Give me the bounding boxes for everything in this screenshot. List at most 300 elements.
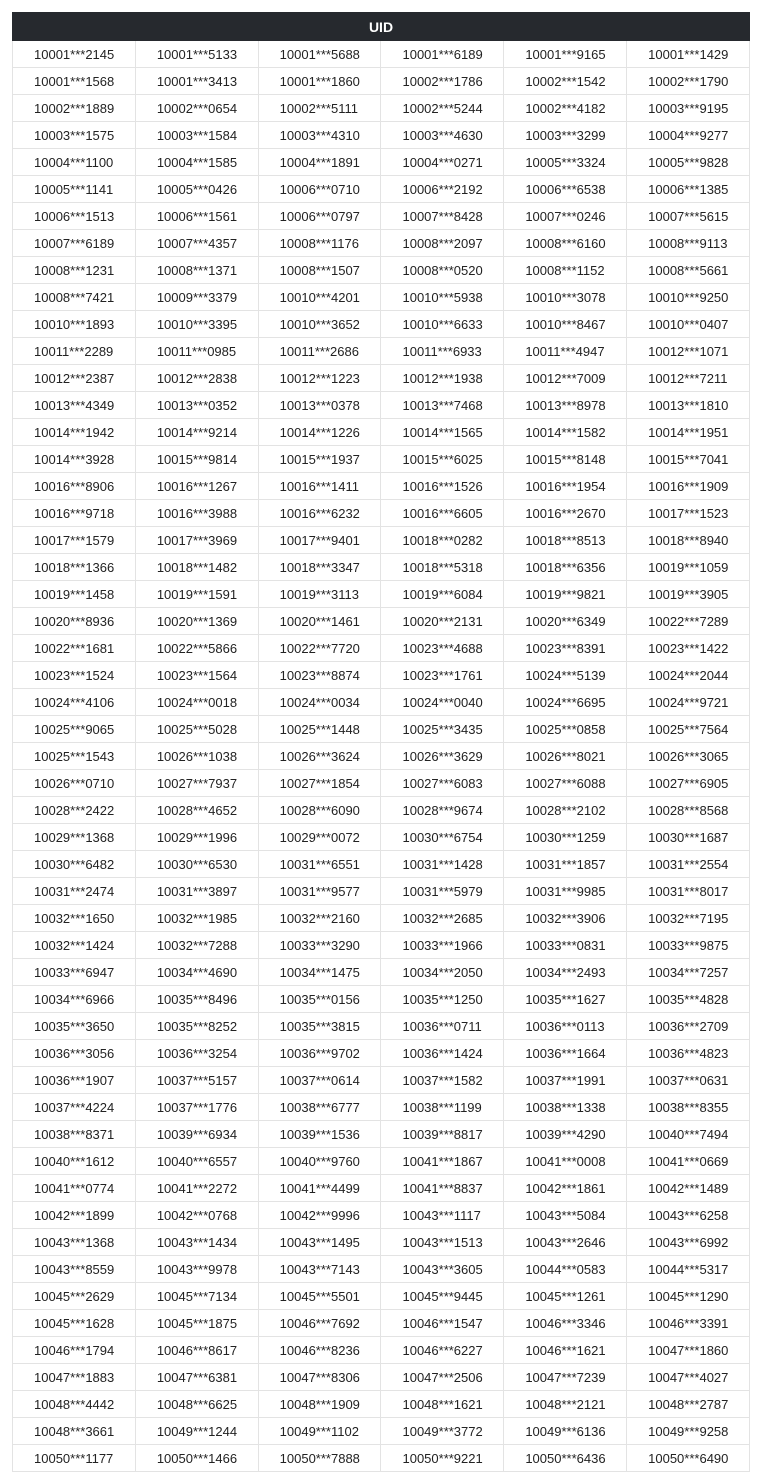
uid-cell: 10026***1038	[135, 743, 258, 770]
uid-cell: 10025***7564	[627, 716, 750, 743]
uid-cell: 10047***4027	[627, 1364, 750, 1391]
uid-cell: 10023***1524	[13, 662, 136, 689]
table-row	[13, 527, 750, 554]
uid-cell: 10037***0631	[627, 1067, 750, 1094]
uid-cell: 10039***6934	[135, 1121, 258, 1148]
uid-cell: 10044***5317	[627, 1256, 750, 1283]
table-row	[13, 284, 750, 311]
uid-cell: 10003***1584	[135, 122, 258, 149]
uid-cell: 10001***5133	[135, 41, 258, 68]
uid-cell: 10045***1290	[627, 1283, 750, 1310]
uid-cell: 10050***6436	[504, 1445, 627, 1472]
uid-cell: 10028***9674	[381, 797, 504, 824]
uid-cell: 10042***1489	[627, 1175, 750, 1202]
uid-cell: 10027***6088	[504, 770, 627, 797]
table-row	[13, 1148, 750, 1175]
table-row	[13, 770, 750, 797]
uid-cell: 10023***1422	[627, 635, 750, 662]
uid-cell: 10011***2686	[258, 338, 381, 365]
uid-cell: 10046***8617	[135, 1337, 258, 1364]
table-row	[13, 824, 750, 851]
uid-cell: 10043***1434	[135, 1229, 258, 1256]
uid-cell: 10033***1966	[381, 932, 504, 959]
uid-cell: 10036***1424	[381, 1040, 504, 1067]
uid-cell: 10010***4201	[258, 284, 381, 311]
uid-cell: 10010***9250	[627, 284, 750, 311]
uid-cell: 10048***2121	[504, 1391, 627, 1418]
uid-cell: 10031***8017	[627, 878, 750, 905]
uid-cell: 10032***1985	[135, 905, 258, 932]
table-row	[13, 1229, 750, 1256]
uid-cell: 10006***6538	[504, 176, 627, 203]
uid-cell: 10008***1176	[258, 230, 381, 257]
uid-cell: 10016***6605	[381, 500, 504, 527]
uid-cell: 10036***3254	[135, 1040, 258, 1067]
uid-cell: 10012***1938	[381, 365, 504, 392]
uid-cell: 10043***2646	[504, 1229, 627, 1256]
table-row	[13, 1094, 750, 1121]
uid-cell: 10012***7211	[627, 365, 750, 392]
uid-cell: 10018***1366	[13, 554, 136, 581]
uid-cell: 10013***0352	[135, 392, 258, 419]
uid-cell: 10026***3065	[627, 743, 750, 770]
uid-cell: 10024***0040	[381, 689, 504, 716]
uid-cell: 10025***9065	[13, 716, 136, 743]
table-row	[13, 257, 750, 284]
uid-cell: 10037***5157	[135, 1067, 258, 1094]
uid-cell: 10032***2160	[258, 905, 381, 932]
uid-cell: 10043***6992	[627, 1229, 750, 1256]
uid-cell: 10002***1786	[381, 68, 504, 95]
uid-cell: 10049***6136	[504, 1418, 627, 1445]
uid-cell: 10039***4290	[504, 1121, 627, 1148]
uid-cell: 10007***0246	[504, 203, 627, 230]
table-row	[13, 203, 750, 230]
uid-cell: 10031***9985	[504, 878, 627, 905]
uid-cell: 10036***0113	[504, 1013, 627, 1040]
uid-cell: 10020***6349	[504, 608, 627, 635]
uid-cell: 10045***1875	[135, 1310, 258, 1337]
table-row	[13, 446, 750, 473]
uid-cell: 10010***1893	[13, 311, 136, 338]
uid-cell: 10046***3391	[627, 1310, 750, 1337]
uid-cell: 10048***1621	[381, 1391, 504, 1418]
uid-cell: 10001***1568	[13, 68, 136, 95]
uid-cell: 10008***9113	[627, 230, 750, 257]
uid-cell: 10045***2629	[13, 1283, 136, 1310]
uid-cell: 10003***9195	[627, 95, 750, 122]
uid-cell: 10036***0711	[381, 1013, 504, 1040]
uid-cell: 10032***2685	[381, 905, 504, 932]
uid-cell: 10025***0858	[504, 716, 627, 743]
uid-cell: 10038***1338	[504, 1094, 627, 1121]
uid-cell: 10048***1909	[258, 1391, 381, 1418]
uid-cell: 10040***9760	[258, 1148, 381, 1175]
uid-cell: 10016***1411	[258, 473, 381, 500]
uid-cell: 10035***4828	[627, 986, 750, 1013]
uid-cell: 10019***9821	[504, 581, 627, 608]
uid-cell: 10015***1937	[258, 446, 381, 473]
uid-cell: 10003***4310	[258, 122, 381, 149]
uid-cell: 10042***1899	[13, 1202, 136, 1229]
uid-cell: 10039***8817	[381, 1121, 504, 1148]
table-row	[13, 554, 750, 581]
uid-cell: 10018***0282	[381, 527, 504, 554]
uid-cell: 10029***0072	[258, 824, 381, 851]
uid-cell: 10008***2097	[381, 230, 504, 257]
table-row	[13, 419, 750, 446]
uid-cell: 10009***3379	[135, 284, 258, 311]
uid-cell: 10024***0034	[258, 689, 381, 716]
uid-cell: 10029***1996	[135, 824, 258, 851]
uid-cell: 10041***0774	[13, 1175, 136, 1202]
table-header-row	[13, 13, 750, 41]
uid-cell: 10001***5688	[258, 41, 381, 68]
table-row	[13, 1283, 750, 1310]
uid-cell: 10026***3629	[381, 743, 504, 770]
uid-cell: 10017***1523	[627, 500, 750, 527]
uid-cell: 10032***3906	[504, 905, 627, 932]
uid-cell: 10050***9221	[381, 1445, 504, 1472]
uid-cell: 10040***7494	[627, 1121, 750, 1148]
uid-cell: 10019***1591	[135, 581, 258, 608]
uid-table	[12, 12, 750, 1472]
uid-cell: 10048***6625	[135, 1391, 258, 1418]
uid-cell: 10025***1543	[13, 743, 136, 770]
uid-cell: 10006***0710	[258, 176, 381, 203]
table-row	[13, 986, 750, 1013]
uid-cell: 10050***1466	[135, 1445, 258, 1472]
uid-cell: 10035***3815	[258, 1013, 381, 1040]
uid-cell: 10041***8837	[381, 1175, 504, 1202]
uid-cell: 10034***4690	[135, 959, 258, 986]
table-row	[13, 851, 750, 878]
table-row	[13, 365, 750, 392]
uid-cell: 10006***1561	[135, 203, 258, 230]
uid-cell: 10037***0614	[258, 1067, 381, 1094]
uid-cell: 10007***8428	[381, 203, 504, 230]
uid-cell: 10001***1860	[258, 68, 381, 95]
uid-cell: 10010***3078	[504, 284, 627, 311]
uid-cell: 10015***7041	[627, 446, 750, 473]
table-row	[13, 230, 750, 257]
uid-cell: 10014***1951	[627, 419, 750, 446]
uid-cell: 10011***0985	[135, 338, 258, 365]
uid-cell: 10032***1424	[13, 932, 136, 959]
uid-cell: 10050***7888	[258, 1445, 381, 1472]
uid-cell: 10031***9577	[258, 878, 381, 905]
uid-cell: 10010***6633	[381, 311, 504, 338]
uid-cell: 10006***1513	[13, 203, 136, 230]
uid-cell: 10008***0520	[381, 257, 504, 284]
uid-cell: 10015***6025	[381, 446, 504, 473]
uid-cell: 10037***1991	[504, 1067, 627, 1094]
uid-cell: 10049***3772	[381, 1418, 504, 1445]
uid-cell: 10046***1621	[504, 1337, 627, 1364]
uid-cell: 10013***1810	[627, 392, 750, 419]
table-row	[13, 500, 750, 527]
uid-cell: 10045***9445	[381, 1283, 504, 1310]
uid-cell: 10034***7257	[627, 959, 750, 986]
table-row	[13, 689, 750, 716]
table-header: UID	[13, 13, 750, 41]
table-row	[13, 1121, 750, 1148]
uid-cell: 10015***8148	[504, 446, 627, 473]
uid-cell: 10011***6933	[381, 338, 504, 365]
uid-cell: 10037***1776	[135, 1094, 258, 1121]
uid-cell: 10001***6189	[381, 41, 504, 68]
uid-cell: 10045***7134	[135, 1283, 258, 1310]
uid-cell: 10019***6084	[381, 581, 504, 608]
uid-cell: 10033***3290	[258, 932, 381, 959]
uid-cell: 10006***2192	[381, 176, 504, 203]
uid-cell: 10016***9718	[13, 500, 136, 527]
uid-cell: 10048***3661	[13, 1418, 136, 1445]
uid-cell: 10027***7937	[135, 770, 258, 797]
table-row	[13, 635, 750, 662]
uid-cell: 10043***8559	[13, 1256, 136, 1283]
uid-cell: 10019***3113	[258, 581, 381, 608]
uid-cell: 10034***2493	[504, 959, 627, 986]
uid-cell: 10007***5615	[627, 203, 750, 230]
uid-cell: 10017***9401	[258, 527, 381, 554]
uid-cell: 10012***2387	[13, 365, 136, 392]
uid-cell: 10050***6490	[627, 1445, 750, 1472]
uid-cell: 10027***6083	[381, 770, 504, 797]
uid-cell: 10032***7288	[135, 932, 258, 959]
uid-cell: 10045***5501	[258, 1283, 381, 1310]
table-row	[13, 1013, 750, 1040]
uid-cell: 10002***0654	[135, 95, 258, 122]
uid-cell: 10031***1428	[381, 851, 504, 878]
uid-cell: 10026***3624	[258, 743, 381, 770]
uid-cell: 10049***1102	[258, 1418, 381, 1445]
uid-cell: 10014***1565	[381, 419, 504, 446]
uid-cell: 10035***3650	[13, 1013, 136, 1040]
uid-cell: 10018***8940	[627, 527, 750, 554]
uid-cell: 10043***7143	[258, 1256, 381, 1283]
uid-cell: 10008***6160	[504, 230, 627, 257]
uid-cell: 10043***5084	[504, 1202, 627, 1229]
uid-cell: 10028***2102	[504, 797, 627, 824]
uid-cell: 10010***5938	[381, 284, 504, 311]
uid-cell: 10047***7239	[504, 1364, 627, 1391]
uid-cell: 10020***8936	[13, 608, 136, 635]
uid-cell: 10022***1681	[13, 635, 136, 662]
table-row	[13, 1202, 750, 1229]
uid-cell: 10013***0378	[258, 392, 381, 419]
uid-cell: 10029***1368	[13, 824, 136, 851]
uid-cell: 10019***3905	[627, 581, 750, 608]
uid-cell: 10012***7009	[504, 365, 627, 392]
uid-cell: 10024***5139	[504, 662, 627, 689]
uid-cell: 10004***0271	[381, 149, 504, 176]
uid-cell: 10030***6754	[381, 824, 504, 851]
uid-cell: 10018***6356	[504, 554, 627, 581]
uid-cell: 10036***1664	[504, 1040, 627, 1067]
table-row	[13, 743, 750, 770]
table-row	[13, 95, 750, 122]
uid-cell: 10024***4106	[13, 689, 136, 716]
uid-cell: 10023***8391	[504, 635, 627, 662]
uid-cell: 10017***3969	[135, 527, 258, 554]
uid-cell: 10038***6777	[258, 1094, 381, 1121]
uid-cell: 10036***1907	[13, 1067, 136, 1094]
uid-cell: 10002***5111	[258, 95, 381, 122]
uid-cell: 10020***1369	[135, 608, 258, 635]
uid-cell: 10006***1385	[627, 176, 750, 203]
uid-cell: 10043***9978	[135, 1256, 258, 1283]
uid-cell: 10002***1542	[504, 68, 627, 95]
uid-cell: 10047***2506	[381, 1364, 504, 1391]
uid-cell: 10037***1582	[381, 1067, 504, 1094]
uid-cell: 10031***5979	[381, 878, 504, 905]
uid-cell: 10049***1244	[135, 1418, 258, 1445]
uid-cell: 10008***1152	[504, 257, 627, 284]
table-row	[13, 68, 750, 95]
uid-cell: 10037***4224	[13, 1094, 136, 1121]
uid-cell: 10030***1259	[504, 824, 627, 851]
table-row	[13, 1418, 750, 1445]
uid-cell: 10043***1368	[13, 1229, 136, 1256]
uid-cell: 10004***1100	[13, 149, 136, 176]
uid-cell: 10035***1627	[504, 986, 627, 1013]
uid-cell: 10004***9277	[627, 122, 750, 149]
uid-cell: 10036***9702	[258, 1040, 381, 1067]
uid-cell: 10033***0831	[504, 932, 627, 959]
uid-cell: 10041***1867	[381, 1148, 504, 1175]
table-row	[13, 122, 750, 149]
uid-cell: 10046***3346	[504, 1310, 627, 1337]
table-row	[13, 932, 750, 959]
uid-cell: 10023***1761	[381, 662, 504, 689]
uid-cell: 10002***4182	[504, 95, 627, 122]
uid-cell: 10020***2131	[381, 608, 504, 635]
uid-cell: 10008***1507	[258, 257, 381, 284]
uid-cell: 10025***3435	[381, 716, 504, 743]
uid-cell: 10010***3652	[258, 311, 381, 338]
table-row	[13, 473, 750, 500]
uid-cell: 10025***1448	[258, 716, 381, 743]
uid-cell: 10028***4652	[135, 797, 258, 824]
uid-cell: 10008***5661	[627, 257, 750, 284]
uid-cell: 10013***4349	[13, 392, 136, 419]
uid-cell: 10028***6090	[258, 797, 381, 824]
uid-cell: 10018***3347	[258, 554, 381, 581]
uid-cell: 10016***1526	[381, 473, 504, 500]
uid-cell: 10014***3928	[13, 446, 136, 473]
uid-cell: 10010***8467	[504, 311, 627, 338]
uid-cell: 10002***5244	[381, 95, 504, 122]
uid-cell: 10030***1687	[627, 824, 750, 851]
uid-cell: 10030***6530	[135, 851, 258, 878]
uid-cell: 10024***0018	[135, 689, 258, 716]
uid-cell: 10025***5028	[135, 716, 258, 743]
uid-cell: 10034***1475	[258, 959, 381, 986]
uid-cell: 10005***3324	[504, 149, 627, 176]
table-row	[13, 149, 750, 176]
uid-cell: 10024***2044	[627, 662, 750, 689]
uid-cell: 10023***8874	[258, 662, 381, 689]
uid-cell: 10034***6966	[13, 986, 136, 1013]
table-row	[13, 1337, 750, 1364]
uid-cell: 10020***1461	[258, 608, 381, 635]
uid-cell: 10002***1790	[627, 68, 750, 95]
uid-cell: 10012***1223	[258, 365, 381, 392]
uid-cell: 10035***8252	[135, 1013, 258, 1040]
table-row	[13, 797, 750, 824]
uid-cell: 10001***3413	[135, 68, 258, 95]
table-row	[13, 716, 750, 743]
uid-cell: 10007***6189	[13, 230, 136, 257]
uid-cell: 10023***4688	[381, 635, 504, 662]
uid-cell: 10022***7289	[627, 608, 750, 635]
table-body	[13, 41, 750, 1472]
uid-cell: 10038***8371	[13, 1121, 136, 1148]
uid-cell: 10001***2145	[13, 41, 136, 68]
uid-cell: 10018***5318	[381, 554, 504, 581]
uid-cell: 10031***2474	[13, 878, 136, 905]
uid-cell: 10043***1513	[381, 1229, 504, 1256]
uid-cell: 10005***9828	[627, 149, 750, 176]
uid-cell: 10028***8568	[627, 797, 750, 824]
table-row	[13, 905, 750, 932]
uid-cell: 10015***9814	[135, 446, 258, 473]
uid-cell: 10008***1371	[135, 257, 258, 284]
uid-cell: 10043***1117	[381, 1202, 504, 1229]
uid-cell: 10008***1231	[13, 257, 136, 284]
uid-cell: 10030***6482	[13, 851, 136, 878]
uid-cell: 10047***6381	[135, 1364, 258, 1391]
table-row	[13, 338, 750, 365]
uid-cell: 10041***4499	[258, 1175, 381, 1202]
table-row	[13, 41, 750, 68]
table-row	[13, 608, 750, 635]
uid-cell: 10013***7468	[381, 392, 504, 419]
uid-cell: 10027***1854	[258, 770, 381, 797]
uid-cell: 10016***1267	[135, 473, 258, 500]
uid-cell: 10049***9258	[627, 1418, 750, 1445]
uid-cell: 10010***0407	[627, 311, 750, 338]
uid-cell: 10010***3395	[135, 311, 258, 338]
uid-cell: 10014***9214	[135, 419, 258, 446]
uid-cell: 10019***1059	[627, 554, 750, 581]
uid-cell: 10016***3988	[135, 500, 258, 527]
table-row	[13, 1256, 750, 1283]
uid-cell: 10046***1547	[381, 1310, 504, 1337]
uid-cell: 10038***1199	[381, 1094, 504, 1121]
table-row	[13, 662, 750, 689]
table-row	[13, 1310, 750, 1337]
uid-cell: 10016***8906	[13, 473, 136, 500]
uid-cell: 10016***1954	[504, 473, 627, 500]
table-row	[13, 1445, 750, 1472]
uid-cell: 10012***2838	[135, 365, 258, 392]
uid-cell: 10040***6557	[135, 1148, 258, 1175]
uid-cell: 10004***1891	[258, 149, 381, 176]
uid-cell: 10042***0768	[135, 1202, 258, 1229]
uid-cell: 10011***4947	[504, 338, 627, 365]
uid-cell: 10014***1942	[13, 419, 136, 446]
uid-cell: 10001***1429	[627, 41, 750, 68]
uid-cell: 10042***1861	[504, 1175, 627, 1202]
uid-cell: 10050***1177	[13, 1445, 136, 1472]
table-row	[13, 1391, 750, 1418]
uid-cell: 10003***1575	[13, 122, 136, 149]
uid-cell: 10031***3897	[135, 878, 258, 905]
uid-cell: 10022***5866	[135, 635, 258, 662]
uid-cell: 10044***0583	[504, 1256, 627, 1283]
